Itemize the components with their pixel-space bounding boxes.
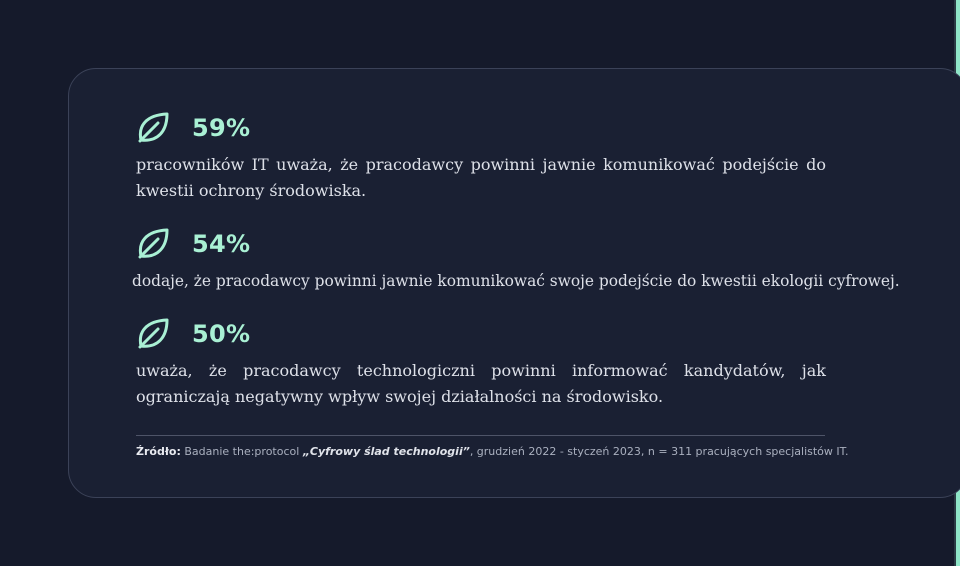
stat-percentage: 54% xyxy=(192,230,251,258)
leaf-icon xyxy=(136,111,170,145)
stat-description: pracowników IT uważa, że pracodawcy powinni jawnie komunikować podejście do kwestii ochrony środowiska. xyxy=(136,155,826,200)
stat-block-2 xyxy=(132,226,900,294)
leaf-icon xyxy=(136,227,170,261)
stat-header xyxy=(136,110,826,146)
stat-description: uważa, że pracodawcy technologiczni powinni informować kandydatów, jak ograniczają negatywny wpływ swojej działalności na środowisko. xyxy=(136,361,826,406)
source-prefix: Badanie the:protocol xyxy=(180,445,303,458)
stat-percentage: 59% xyxy=(192,114,251,142)
source-label: Źródło: xyxy=(136,445,181,458)
stat-header xyxy=(136,226,826,262)
stat-description: dodaje, że pracodawcy powinni jawnie komunikować swoje podejście do kwestii ekologii cyfrowej. xyxy=(132,272,900,290)
source-suffix: , grudzień 2022 - styczeń 2023, n = 311 pracujących specjalistów IT. xyxy=(469,445,849,458)
source-study-title: „Cyfrowy ślad technologii” xyxy=(302,445,470,458)
source-divider xyxy=(136,435,825,436)
stat-header xyxy=(136,316,826,352)
leaf-icon xyxy=(136,317,170,351)
source-note xyxy=(136,445,849,458)
stat-block-1 xyxy=(136,110,826,204)
stat-percentage: 50% xyxy=(192,320,251,348)
stat-block-3 xyxy=(136,316,826,410)
